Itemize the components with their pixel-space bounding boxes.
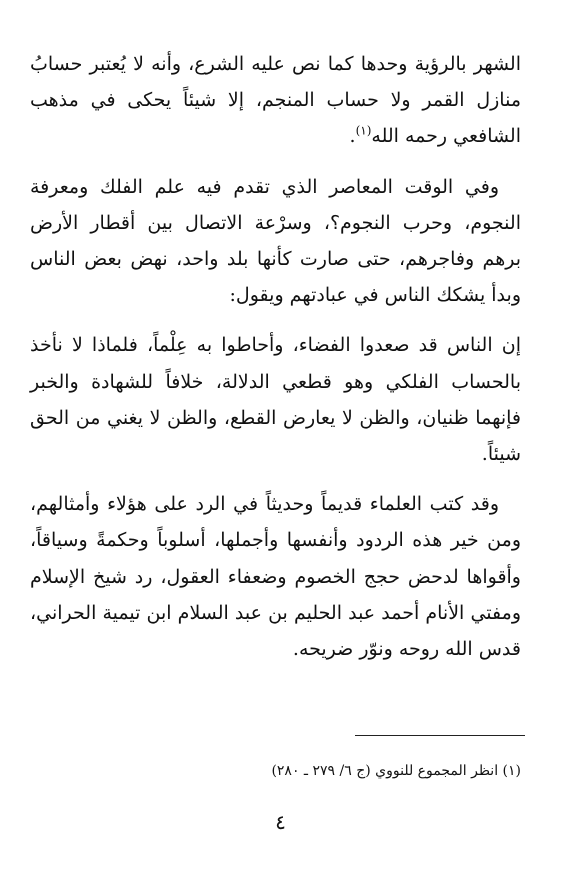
page-number: ٤ — [275, 810, 286, 834]
paragraph-3-text: إن الناس قد صعدوا الفضاء، وأحاطوا به عِلْماً، فلماذا لا نأخذ بالحساب الفلكي وهو قطعي الدلالة، خلافاً للشهادة والخبر فإنهما ظنيان، والظن لا يعارض القطع، والظن لا يغني من الحق شيئاً. — [30, 334, 521, 466]
paragraph-2-text: وفي الوقت المعاصر الذي تقدم فيه علم الفلك ومعرفة النجوم، وحرب النجوم؟، وسرْعة الاتصال بين أقطار الأرض برهم وفاجرهم، حتى صارت كأنها بلد واحد، نهض بعض الناس وبدأ يشكك الناس في عبادتهم ويقول: — [30, 175, 521, 307]
paragraph-3 — [30, 327, 521, 472]
paragraph-4-text: وقد كتب العلماء قديماً وحديثاً في الرد على هؤلاء وأمثالهم، ومن خير هذه الردود وأنفسها وأجملها، أسلوباً وحكمةً وسياقاً، وأقواها لدحض حجج الخصوم وضعفاء العقول، رد شيخ الإسلام ومفتي الأنام أحمد عبد الحليم بن عبد السلام ابن تيمية الحراني، قدس الله روحه ونوّر ضريحه. — [30, 493, 521, 661]
footnote-reference[interactable]: (١) — [355, 124, 372, 139]
paragraph-1-text: الشهر بالرؤية وحدها كما نص عليه الشرع، وأنه لا يُعتبر حسابُ منازل القمر ولا حساب المنجم، إلا شيئاً يحكى في مذهب الشافعي رحمه الله — [30, 53, 521, 148]
footnote-divider — [355, 735, 525, 736]
paragraph-4 — [30, 486, 521, 667]
footnote: (١) انظر المجموع للنووي (ج ٦/ ٢٧٩ ـ ٢٨٠) — [271, 763, 521, 779]
paragraph-1-end: . — [349, 125, 356, 148]
paragraph-1 — [30, 46, 521, 155]
paragraph-2 — [30, 169, 521, 314]
